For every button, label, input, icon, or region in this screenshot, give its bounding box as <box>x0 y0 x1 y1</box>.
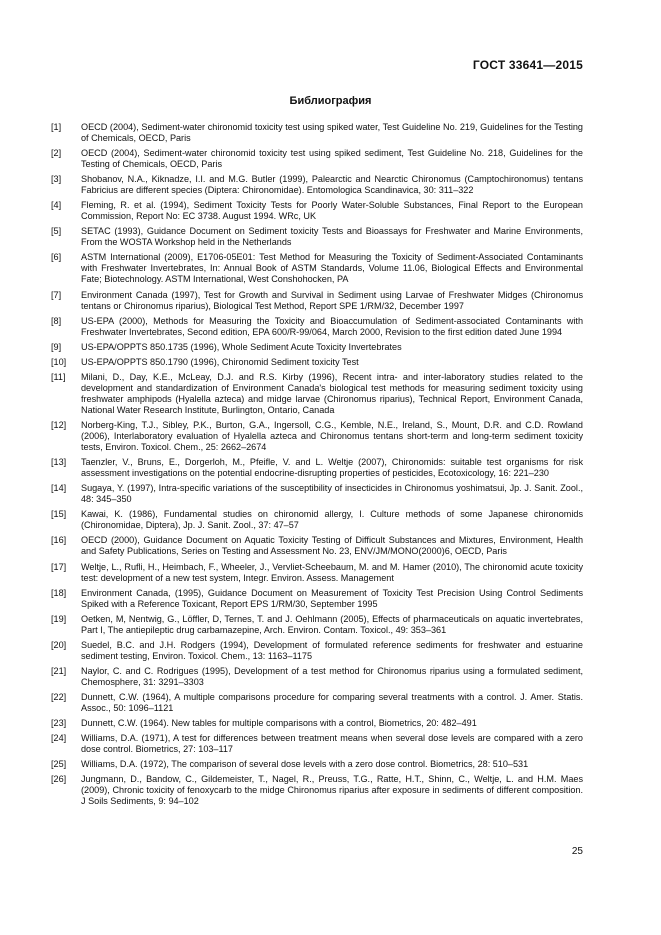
reference-number: [23] <box>51 718 67 729</box>
list-item <box>51 588 583 610</box>
reference-number: [24] <box>51 733 67 744</box>
reference-text: ASTM International (2009), E1706-05E01: Test Method for Measuring the Toxicity of Sediment-Associated Contaminants with Freshwater Invertebrates, In: Annual Book of ASTM Standards, Volume 11.06, Biological Effects and Environmental Fate; Biotechnology. ASTM International, West Conshohocken, PA <box>81 252 583 285</box>
reference-text: Shobanov, N.A., Kiknadze, I.I. and M.G. Butler (1999), Palearctic and Nearctic Chironomus (Camptochironomus) tentans Fabricius are different species (Diptera: Chironomidae). Entomologica Scandinavica, 30: 311–322 <box>81 174 583 196</box>
list-item <box>51 342 583 353</box>
reference-text: Environment Canada (1997), Test for Growth and Survival in Sediment using Larvae of Freshwater Midges (Chironomus tentans or Chironomus riparius), Biological Test Method, Report SPE 1/RM/32, December 1997 <box>81 289 583 311</box>
list-item <box>51 640 583 662</box>
list-item <box>51 509 583 531</box>
list-item <box>51 562 583 584</box>
list-item <box>51 774 583 807</box>
reference-number: [22] <box>51 691 67 702</box>
reference-text: Suedel, B.C. and J.H. Rodgers (1994), Development of formulated reference sediments for freshwater and estuarine sediment testing, Environ. Toxicol. Chem., 13: 1163–1175 <box>81 639 583 661</box>
reference-text: Norberg-King, T.J., Sibley, P.K., Burton, G.A., Ingersoll, C.G., Kemble, N.E., Ireland, S., Mount, D.R. and C.D. Rowland (2006), Interlaboratory evaluation of Hyalella azteca and Chironomus tentans short-term and long-term sediment toxicity tests, Environ. Toxicol. Chem., 25: 2662–2674 <box>81 420 583 453</box>
reference-number: [18] <box>51 587 67 598</box>
reference-number: [21] <box>51 665 67 676</box>
list-item <box>51 733 583 755</box>
reference-number: [4] <box>51 200 62 211</box>
list-item <box>51 200 583 222</box>
reference-text: Weltje, L., Rufli, H., Heimbach, F., Wheeler, J., Vervliet-Scheebaum, M. and M. Hamer (2010), The chironomid acute toxicity test: development of a new test system, Integr. Environ. Assess. Management <box>81 561 583 583</box>
list-item <box>51 666 583 688</box>
list-item <box>51 614 583 636</box>
list-item <box>51 122 583 144</box>
reference-number: [16] <box>51 535 67 546</box>
reference-number: [3] <box>51 174 62 185</box>
reference-number: [25] <box>51 759 67 770</box>
reference-text: Jungmann, D., Bandow, C., Gildemeister, T., Nagel, R., Preuss, T.G., Ratte, H.T., Shinn, C., Weltje, L. and H.M. Maes (2009), Chronic toxicity of fenoxycarb to the midge Chironomus riparius after exposure in sediments of different composition. J Soils Sediments, 9: 94–102 <box>81 774 583 807</box>
list-item <box>51 316 583 338</box>
reference-text: Fleming, R. et al. (1994), Sediment Toxicity Tests for Poorly Water-Soluble Substances, Final Report to the European Commission, Report No: EC 3738. August 1994. WRc, UK <box>81 200 583 222</box>
reference-text: Taenzler, V., Bruns, E., Dorgerloh, M., Pfeifle, V. and L. Weltje (2007), Chironomids: suitable test organisms for risk assessment investigations on the potential endocrine-disrupting properties of pesticides, Ecotoxicology, 16: 221–230 <box>81 457 583 479</box>
reference-text: OECD (2004), Sediment-water chironomid toxicity test using spiked water, Test Guideline No. 219, Guidelines for the Testing of Chemicals, OECD, Paris <box>81 122 583 143</box>
page-title: Библиография <box>289 95 372 107</box>
reference-number: [17] <box>51 561 67 572</box>
reference-number: [20] <box>51 639 67 650</box>
reference-text: Naylor, C. and C. Rodrigues (1995), Development of a test method for Chironomus riparius using a formulated sediment, Chemosphere, 31: 3291–3303 <box>81 665 583 687</box>
list-item <box>51 718 583 729</box>
reference-text: Williams, D.A. (1971), A test for differences between treatment means when several dose levels are compared with a zero dose control. Biometrics, 27: 103–117 <box>81 733 583 755</box>
reference-text: Dunnett, C.W. (1964), A multiple comparisons procedure for comparing several treatments with a control. J. Amer. Statis. Assoc., 50: 1096–1121 <box>81 691 583 713</box>
reference-text: US-EPA (2000), Methods for Measuring the Toxicity and Bioaccumulation of Sediment-associated Contaminants with Freshwater Invertebrates, Second edition, EPA 600/R-99/064, March 2000, Revision to the first edition dated June 1994 <box>81 315 583 337</box>
reference-number: [9] <box>51 341 62 352</box>
reference-text: US-EPA/OPPTS 850.1735 (1996), Whole Sediment Acute Toxicity Invertebrates <box>81 341 402 352</box>
bibliography-list <box>51 122 583 811</box>
list-item <box>51 357 583 368</box>
reference-number: [7] <box>51 289 62 300</box>
list-item <box>51 483 583 505</box>
list-item <box>51 174 583 196</box>
reference-text: OECD (2000), Guidance Document on Aquatic Toxicity Testing of Difficult Substances and Mixtures, Environment, Health and Safety Publications, Series on Testing and Assessment No. 23, ENV/JM/MONO(2000)6, OECD, Paris <box>81 535 583 557</box>
list-item <box>51 148 583 170</box>
reference-number: [15] <box>51 509 67 520</box>
reference-number: [10] <box>51 356 67 367</box>
reference-number: [11] <box>51 371 66 382</box>
list-item <box>51 692 583 714</box>
reference-number: [19] <box>51 613 67 624</box>
list-item <box>51 759 583 770</box>
reference-text: Williams, D.A. (1972), The comparison of several dose levels with a zero dose control. Biometrics, 28: 510–531 <box>81 759 529 770</box>
reference-number: [26] <box>51 774 67 785</box>
reference-text: OECD (2004), Sediment-water chironomid toxicity test using spiked sediment, Test Guideline No. 218, Guidelines for the Testing of Chemicals, OECD, Paris <box>81 148 583 170</box>
document-header: ГОСТ 33641—2015 <box>472 58 583 72</box>
reference-text: Oetken, M, Nentwig, G., Löffler, D, Ternes, T. and J. Oehlmann (2005), Effects of pharmaceuticals on aquatic invertebrates, Part I, The antiepileptic drug carbamazepine, Arch. Environ. Contam. Toxicol., 49: 353–361 <box>81 613 583 635</box>
list-item <box>51 290 583 312</box>
reference-number: [8] <box>51 315 62 326</box>
page-number: 25 <box>571 846 583 857</box>
reference-text: Kawai, K. (1986), Fundamental studies on chironomid allergy, I. Culture methods of some Japanese chironomids (Chironomidae, Diptera), Jp. J. Sanit. Zool., 37: 47–57 <box>81 509 583 531</box>
reference-text: Sugaya, Y. (1997), Intra-specific variations of the susceptibility of insecticides in Chironomus yoshimatsui, Jp. J. Sanit. Zool., 48: 345–350 <box>81 483 583 505</box>
reference-number: [12] <box>51 420 67 431</box>
list-item <box>51 226 583 248</box>
list-item <box>51 535 583 557</box>
reference-number: [14] <box>51 483 67 494</box>
list-item <box>51 252 583 285</box>
list-item <box>51 457 583 479</box>
reference-text: Dunnett, C.W. (1964). New tables for multiple comparisons with a control, Biometrics, 20: 482–491 <box>81 718 477 729</box>
reference-number: [6] <box>51 252 62 263</box>
reference-number: [2] <box>51 148 62 159</box>
reference-text: Environment Canada, (1995), Guidance Document on Measurement of Toxicity Test Precision Using Control Sediments Spiked with a Reference Toxicant, Report EPS 1/RM/30, September 1995 <box>81 587 583 609</box>
list-item <box>51 372 583 416</box>
reference-text: SETAC (1993), Guidance Document on Sediment toxicity Tests and Bioassays for Freshwater and Marine Environments, From the WOSTA Workshop held in the Netherlands <box>81 226 583 248</box>
reference-number: [1] <box>51 122 62 132</box>
reference-text: US-EPA/OPPTS 850.1790 (1996), Chironomid Sediment toxicity Test <box>81 356 359 367</box>
list-item <box>51 420 583 453</box>
reference-number: [5] <box>51 226 62 237</box>
reference-number: [13] <box>51 457 67 468</box>
reference-text: Milani, D., Day, K.E., McLeay, D.J. and R.S. Kirby (1996), Recent intra- and inter-laboratory studies related to the development and standardization of Environment Canada's biological test methods for measuring sediment toxicity using freshwater amphipods (Hyalella azteca) and midge larvae (Chironomus riparius), Technical Report, Environment Canada, National Water Research Institute, Burlington, Ontario, Canada <box>81 371 583 415</box>
